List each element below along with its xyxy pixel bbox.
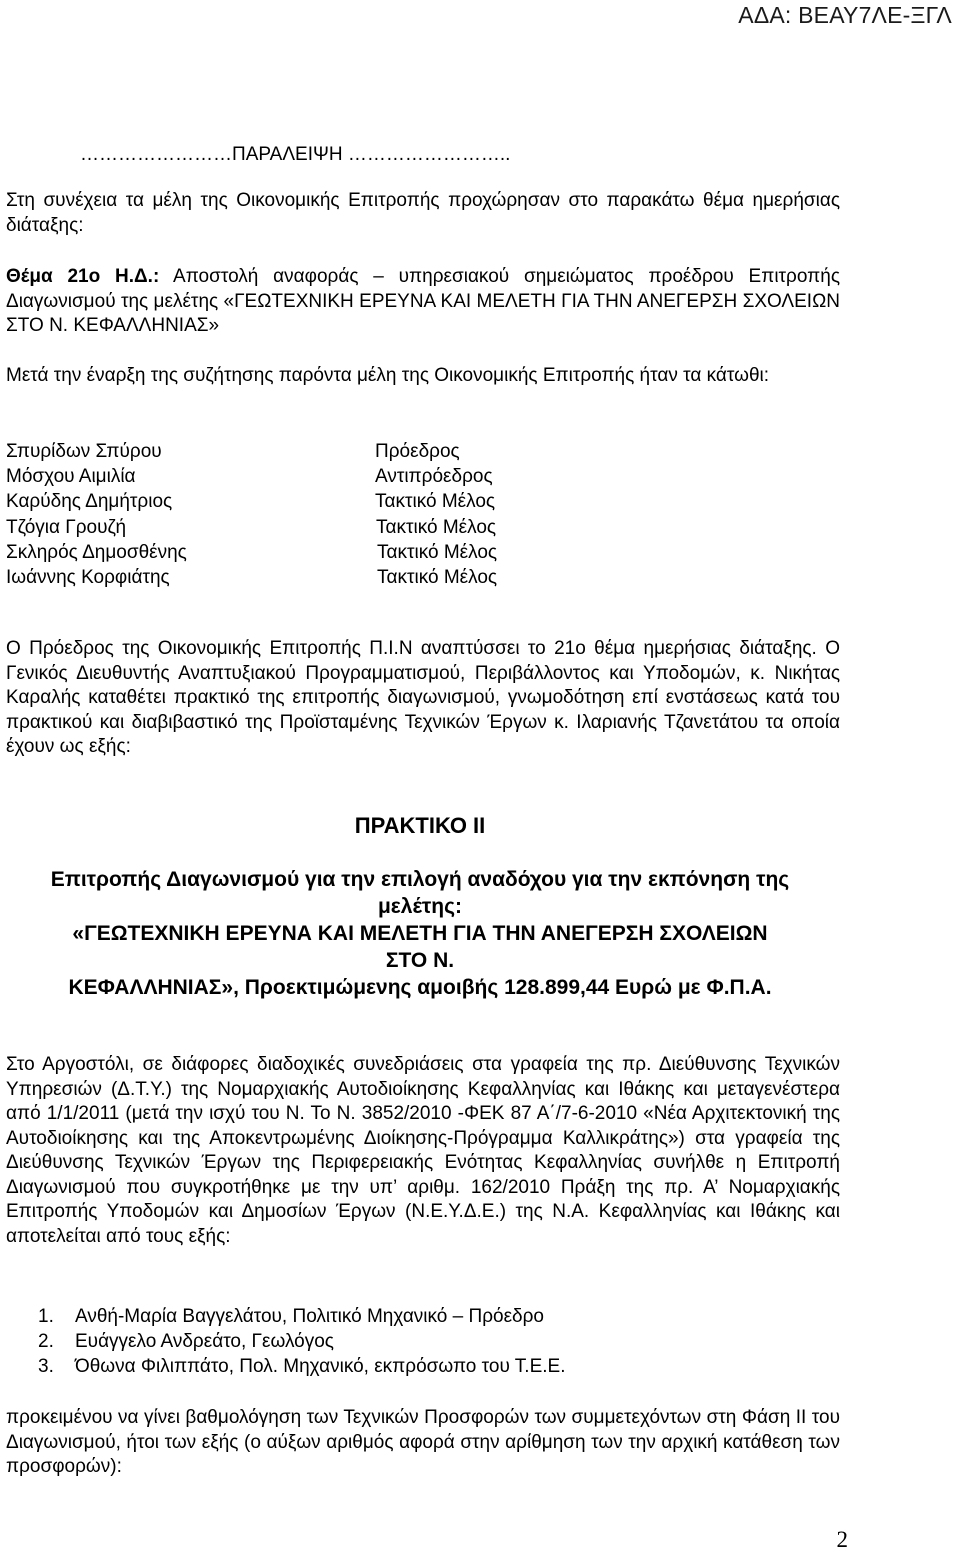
page-number: 2 — [836, 1527, 848, 1552]
committee-members-list — [38, 1304, 565, 1379]
committee-heading-line: ΣΤΟ Ν. — [385, 949, 455, 972]
member-row — [6, 489, 496, 514]
committee-heading-line: ΚΕΦΑΛΛΗΝΙΑΣ», Προεκτιμώμενης αμοιβής 128.899,44 Ευρώ με Φ.Π.Α. — [68, 976, 772, 999]
committee-heading-line: Επιτροπής Διαγωνισμού για την επιλογή αναδόχου για την εκπόνηση της — [50, 868, 790, 891]
member-role: Τακτικό Μέλος — [376, 516, 497, 538]
member-name: Σκληρός Δημοσθένης — [6, 541, 187, 563]
member-row — [6, 439, 460, 464]
list-number: 3. — [38, 1356, 54, 1377]
member-name: Μόσχου Αιμιλία — [6, 466, 136, 488]
member-name: Καρύδης Δημήτριος — [6, 491, 173, 513]
topic-label: Θέμα 21ο Η.Δ.: — [6, 266, 160, 287]
purpose-paragraph: προκειμένου να γίνει βαθμολόγηση των Τεχνικών Προσφορών των συμμετεχόντων στη Φάση ΙΙ του Διαγωνισμού, ήτοι των εξής (ο αύξων αριθμός αφορά στην αρίθμηση των την αρχική κατάθεση των προσφορών): — [6, 1407, 840, 1477]
member-row — [6, 515, 497, 540]
member-name: Ιωάννης Κορφιάτης — [6, 566, 170, 588]
member-row — [6, 464, 493, 489]
list-text: Ευάγγελο Ανδρεάτο, Γεωλόγος — [75, 1331, 334, 1352]
member-name: Τζόγια Γρουζή — [6, 516, 127, 538]
member-role: Τακτικό Μέλος — [377, 541, 498, 563]
member-role: Πρόεδρος — [375, 441, 460, 462]
minutes-title: ΠΡΑΚΤΙΚΟ ΙΙ — [354, 813, 486, 838]
topic-paragraph — [6, 265, 840, 339]
presentation-paragraph: Ο Πρόεδρος της Οικονομικής Επιτροπής Π.Ι.Ν αναπτύσσει το 21ο θέμα ημερήσιας διάταξης. Ο Γενικός Διευθυντής Αναπτυξιακού Προγραμματισμού, Περιβάλλοντος και Υποδομών, κ. Νικήτας Καραλής καταθέτει πρακτικό της επιτροπής διαγωνισμού, γνωμοδότηση επί ενστάσεως κατά του πρακτικού και διαβιβαστικό της Προϊσταμένης Τεχνικών Έργων κ. Ιλαριανής Τζανετάτου τα οποία έχουν ως εξής: — [6, 638, 840, 757]
intro-paragraph: Στη συνέχεια τα μέλη της Οικονομικής Επιτροπής προχώρησαν στο παρακάτω θέμα ημερήσιας διάταξης: — [6, 190, 840, 236]
list-number: 1. — [38, 1306, 54, 1327]
list-item — [38, 1354, 565, 1379]
list-item — [38, 1329, 565, 1354]
members-roster — [6, 439, 498, 590]
member-role: Τακτικό Μέλος — [375, 491, 496, 513]
member-row — [6, 540, 498, 565]
member-name: Σπυρίδων Σπύρου — [6, 441, 162, 462]
committee-heading — [0, 866, 840, 1001]
member-role: Τακτικό Μέλος — [377, 566, 498, 588]
committee-heading-line: μελέτης: — [377, 895, 463, 918]
member-role: Αντιπρόεδρος — [375, 466, 493, 488]
list-text: Όθωνα Φιλιππάτο, Πολ. Μηχανικό, εκπρόσωπο του Τ.Ε.Ε. — [75, 1356, 566, 1377]
list-text: Ανθή-Μαρία Βαγγελάτου, Πολιτικό Μηχανικό – Πρόεδρο — [75, 1306, 544, 1327]
meeting-paragraph: Στο Αργοστόλι, σε διάφορες διαδοχικές συνεδριάσεις στα γραφεία της πρ. Διεύθυνσης Τεχνικών Υπηρεσιών (Δ.Τ.Υ.) της Νομαρχιακής Αυτοδιοίκησης Κεφαλληνίας και Ιθάκης και μεταγενέστερα από 1/1/2011 (μετά την ισχύ του Ν. Το Ν. 3852/2010 -ΦΕΚ 87 Α΄/7-6-2010 «Νέα Αρχιτεκτονική της Αυτοδιοίκησης και της Αποκεντρωμένης Διοίκησης-Πρόγραμμα Καλλικράτης») στα γραφεία της Διεύθυνσης Τεχνικών Έργων της Περιφερειακής Ενότητας Κεφαλληνίας συνήλθε η Επιτροπή Διαγωνισμού που συγκροτήθηκε με την υπ’ αριθμ. 162/2010 Πράξη της πρ. Α’ Νομαρχιακής Επιτροπής Υποδομών και Δημοσίων Έργων (Ν.Ε.Υ.Δ.Ε.) της Ν.Α. Κεφαλληνίας και Ιθάκης και αποτελείται από τους εξής: — [6, 1054, 840, 1247]
ada-code: ΑΔΑ: ΒΕΑΥ7ΛΕ-ΞΓΛ — [738, 2, 952, 28]
list-number: 2. — [38, 1331, 54, 1352]
topic-text: Αποστολή αναφοράς – υπηρεσιακού σημειώματος προέδρου Επιτροπής Διαγωνισμού της μελέτης «ΓΕΩΤΕΧΝΙΚΗ ΕΡΕΥΝΑ ΚΑΙ ΜΕΛΕΤΗ ΓΙΑ ΤΗΝ ΑΝΕΓΕΡΣΗ ΣΧΟΛΕΙΩΝ ΣΤΟ Ν. ΚΕΦΑΛΛΗΝΙΑΣ» — [6, 266, 840, 336]
member-row — [6, 565, 498, 590]
committee-heading-line: «ΓΕΩΤΕΧΝΙΚΗ ΕΡΕΥΝΑ ΚΑΙ ΜΕΛΕΤΗ ΓΙΑ ΤΗΝ ΑΝΕΓΕΡΣΗ ΣΧΟΛΕΙΩΝ — [72, 922, 768, 945]
omission-line: ……………………ΠΑΡΑΛΕΙΨΗ …………………….. — [80, 144, 511, 165]
list-item — [38, 1304, 565, 1329]
attendance-intro: Μετά την έναρξη της συζήτησης παρόντα μέλη της Οικονομικής Επιτροπής ήταν τα κάτωθι: — [6, 365, 770, 386]
